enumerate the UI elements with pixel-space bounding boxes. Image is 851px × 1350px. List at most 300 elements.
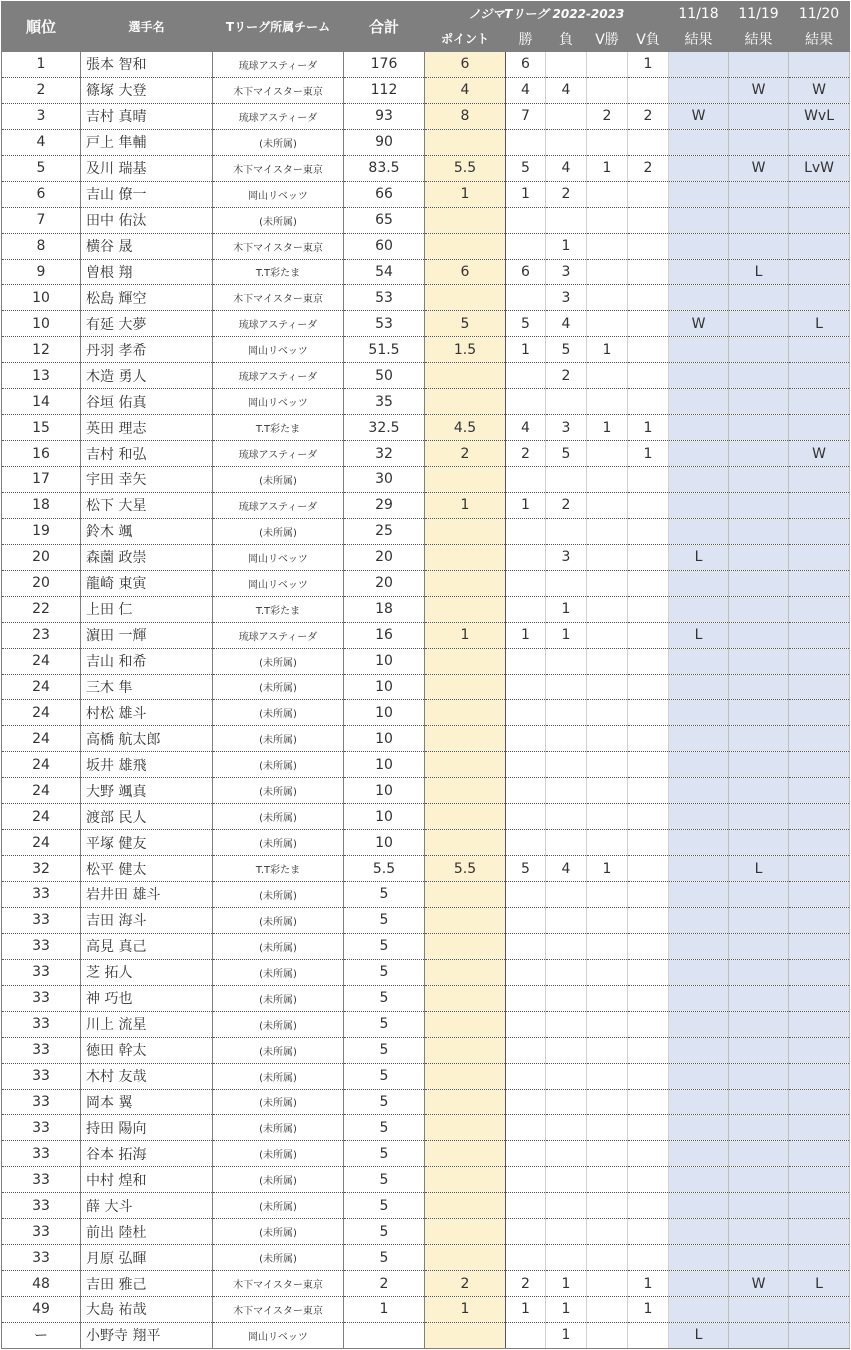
- team-cell: (未所属): [213, 1167, 344, 1193]
- result-1120-cell: [789, 674, 850, 700]
- point-cell: [425, 752, 506, 778]
- result-1120-cell: [789, 985, 850, 1011]
- vwin-cell: [587, 570, 628, 596]
- result-1120-cell: [789, 1089, 850, 1115]
- vloss-cell: [628, 1245, 669, 1271]
- table-row: [2, 596, 850, 622]
- rank-cell: 8: [2, 233, 81, 259]
- table-row: [2, 856, 850, 882]
- header-name: 選手名: [81, 2, 213, 52]
- point-cell: [425, 1063, 506, 1089]
- loss-cell: 5: [546, 441, 587, 467]
- rank-cell: 17: [2, 467, 81, 493]
- total-cell: 2: [344, 1271, 425, 1297]
- vwin-cell: [587, 1011, 628, 1037]
- table-row: [2, 129, 850, 155]
- result-1119-cell: [729, 1011, 789, 1037]
- player-name-cell: 月原 弘暉: [81, 1245, 213, 1271]
- vloss-cell: 1: [628, 1271, 669, 1297]
- result-1118-cell: [669, 259, 729, 285]
- point-cell: [425, 700, 506, 726]
- vwin-cell: [587, 389, 628, 415]
- result-1120-cell: [789, 337, 850, 363]
- result-1119-cell: [729, 622, 789, 648]
- vloss-cell: [628, 1037, 669, 1063]
- loss-cell: 3: [546, 259, 587, 285]
- point-cell: [425, 596, 506, 622]
- result-1118-cell: [669, 1271, 729, 1297]
- total-cell: 10: [344, 674, 425, 700]
- vloss-cell: [628, 1063, 669, 1089]
- table-row: [2, 389, 850, 415]
- player-name-cell: 英田 理志: [81, 415, 213, 441]
- table-row: [2, 1322, 850, 1348]
- loss-cell: [546, 1245, 587, 1271]
- table-row: [2, 77, 850, 103]
- loss-cell: [546, 959, 587, 985]
- result-1120-cell: [789, 1037, 850, 1063]
- result-1119-cell: W: [729, 155, 789, 181]
- vwin-cell: [587, 311, 628, 337]
- result-1120-cell: [789, 389, 850, 415]
- loss-cell: 3: [546, 544, 587, 570]
- win-cell: [506, 1167, 546, 1193]
- point-cell: [425, 1115, 506, 1141]
- win-cell: [506, 674, 546, 700]
- header-date-1: 11/18: [669, 2, 729, 26]
- team-cell: (未所属): [213, 207, 344, 233]
- rank-cell: 20: [2, 544, 81, 570]
- table-row: [2, 207, 850, 233]
- vwin-cell: [587, 52, 628, 78]
- vloss-cell: [628, 752, 669, 778]
- header-date-3: 11/20: [789, 2, 850, 26]
- table-row: [2, 518, 850, 544]
- win-cell: [506, 778, 546, 804]
- result-1119-cell: [729, 441, 789, 467]
- vwin-cell: [587, 1193, 628, 1219]
- total-cell: 1: [344, 1297, 425, 1323]
- result-1118-cell: [669, 907, 729, 933]
- point-cell: [425, 1141, 506, 1167]
- player-name-cell: 高橋 航太郎: [81, 726, 213, 752]
- vwin-cell: [587, 129, 628, 155]
- total-cell: 5: [344, 933, 425, 959]
- total-cell: 5: [344, 1063, 425, 1089]
- result-1118-cell: [669, 1089, 729, 1115]
- result-1118-cell: [669, 77, 729, 103]
- vwin-cell: [587, 804, 628, 830]
- vwin-cell: [587, 1219, 628, 1245]
- header-total: 合計: [344, 2, 425, 52]
- result-1120-cell: [789, 467, 850, 493]
- team-cell: (未所属): [213, 1219, 344, 1245]
- point-cell: 1: [425, 622, 506, 648]
- table-row: [2, 1193, 850, 1219]
- win-cell: [506, 570, 546, 596]
- team-cell: (未所属): [213, 778, 344, 804]
- vloss-cell: [628, 1219, 669, 1245]
- win-cell: [506, 1141, 546, 1167]
- point-cell: 1: [425, 492, 506, 518]
- result-1119-cell: [729, 882, 789, 908]
- point-cell: [425, 882, 506, 908]
- loss-cell: [546, 1037, 587, 1063]
- total-cell: 50: [344, 363, 425, 389]
- rank-cell: ー: [2, 1322, 81, 1348]
- point-cell: [425, 518, 506, 544]
- total-cell: 5: [344, 1011, 425, 1037]
- team-cell: 琉球アスティーダ: [213, 363, 344, 389]
- point-cell: [425, 1322, 506, 1348]
- result-1119-cell: [729, 129, 789, 155]
- loss-cell: 3: [546, 415, 587, 441]
- vloss-cell: [628, 181, 669, 207]
- rank-cell: 12: [2, 337, 81, 363]
- result-1120-cell: [789, 596, 850, 622]
- rank-cell: 24: [2, 674, 81, 700]
- loss-cell: [546, 518, 587, 544]
- total-cell: 32: [344, 441, 425, 467]
- result-1120-cell: [789, 726, 850, 752]
- table-row: [2, 233, 850, 259]
- vloss-cell: [628, 830, 669, 856]
- result-1118-cell: [669, 596, 729, 622]
- result-1120-cell: WvL: [789, 103, 850, 129]
- result-1118-cell: [669, 415, 729, 441]
- team-cell: T.T彩たま: [213, 259, 344, 285]
- result-1120-cell: [789, 959, 850, 985]
- result-1119-cell: [729, 752, 789, 778]
- vloss-cell: [628, 77, 669, 103]
- loss-cell: [546, 726, 587, 752]
- result-1120-cell: [789, 52, 850, 78]
- table-row: [2, 959, 850, 985]
- loss-cell: [546, 804, 587, 830]
- table-row: [2, 337, 850, 363]
- table-row: [2, 674, 850, 700]
- vloss-cell: [628, 674, 669, 700]
- loss-cell: 2: [546, 363, 587, 389]
- result-1119-cell: [729, 389, 789, 415]
- win-cell: [506, 467, 546, 493]
- rank-cell: 33: [2, 1011, 81, 1037]
- player-name-cell: 三木 隼: [81, 674, 213, 700]
- result-1120-cell: [789, 830, 850, 856]
- win-cell: 1: [506, 492, 546, 518]
- loss-cell: [546, 52, 587, 78]
- vloss-cell: [628, 389, 669, 415]
- vwin-cell: [587, 518, 628, 544]
- result-1119-cell: [729, 492, 789, 518]
- total-cell: 93: [344, 103, 425, 129]
- header-vloss: V負: [628, 26, 669, 52]
- result-1118-cell: [669, 752, 729, 778]
- vwin-cell: 1: [587, 337, 628, 363]
- result-1118-cell: [669, 1245, 729, 1271]
- result-1118-cell: [669, 518, 729, 544]
- vwin-cell: [587, 830, 628, 856]
- result-1120-cell: [789, 363, 850, 389]
- vwin-cell: 2: [587, 103, 628, 129]
- result-1120-cell: [789, 622, 850, 648]
- vloss-cell: [628, 518, 669, 544]
- total-cell: 35: [344, 389, 425, 415]
- vwin-cell: [587, 1063, 628, 1089]
- vloss-cell: [628, 233, 669, 259]
- rank-cell: 32: [2, 856, 81, 882]
- loss-cell: [546, 674, 587, 700]
- result-1119-cell: W: [729, 77, 789, 103]
- player-name-cell: 岩井田 雄斗: [81, 882, 213, 908]
- team-cell: 琉球アスティーダ: [213, 311, 344, 337]
- player-name-cell: 田中 佑汰: [81, 207, 213, 233]
- result-1120-cell: W: [789, 77, 850, 103]
- result-1120-cell: W: [789, 441, 850, 467]
- player-name-cell: 薛 大斗: [81, 1193, 213, 1219]
- result-1118-cell: W: [669, 311, 729, 337]
- win-cell: [506, 544, 546, 570]
- win-cell: [506, 207, 546, 233]
- team-cell: (未所属): [213, 907, 344, 933]
- result-1120-cell: LvW: [789, 155, 850, 181]
- loss-cell: [546, 1167, 587, 1193]
- result-1118-cell: L: [669, 622, 729, 648]
- team-cell: 木下マイスター東京: [213, 233, 344, 259]
- loss-cell: [546, 1193, 587, 1219]
- total-cell: 5: [344, 1141, 425, 1167]
- result-1120-cell: [789, 1297, 850, 1323]
- vloss-cell: 1: [628, 415, 669, 441]
- total-cell: 10: [344, 648, 425, 674]
- team-cell: 琉球アスティーダ: [213, 622, 344, 648]
- loss-cell: 5: [546, 337, 587, 363]
- vloss-cell: [628, 337, 669, 363]
- team-cell: T.T彩たま: [213, 415, 344, 441]
- win-cell: [506, 1011, 546, 1037]
- point-cell: 4.5: [425, 415, 506, 441]
- table-row: [2, 985, 850, 1011]
- table-row: [2, 363, 850, 389]
- result-1118-cell: [669, 882, 729, 908]
- table-row: [2, 570, 850, 596]
- win-cell: 6: [506, 259, 546, 285]
- win-cell: [506, 1063, 546, 1089]
- vwin-cell: [587, 985, 628, 1011]
- player-name-cell: 上田 仁: [81, 596, 213, 622]
- vloss-cell: [628, 1167, 669, 1193]
- result-1118-cell: W: [669, 103, 729, 129]
- team-cell: T.T彩たま: [213, 596, 344, 622]
- rank-cell: 33: [2, 1089, 81, 1115]
- rank-cell: 3: [2, 103, 81, 129]
- player-name-cell: 丹羽 孝希: [81, 337, 213, 363]
- result-1118-cell: L: [669, 1322, 729, 1348]
- rank-cell: 24: [2, 778, 81, 804]
- point-cell: 5: [425, 311, 506, 337]
- vwin-cell: [587, 1297, 628, 1323]
- result-1120-cell: [789, 1167, 850, 1193]
- loss-cell: [546, 933, 587, 959]
- result-1118-cell: [669, 804, 729, 830]
- player-name-cell: 戸上 隼輔: [81, 129, 213, 155]
- result-1120-cell: [789, 1219, 850, 1245]
- point-cell: [425, 207, 506, 233]
- player-name-cell: 大島 祐哉: [81, 1297, 213, 1323]
- player-name-cell: 大野 颯真: [81, 778, 213, 804]
- team-cell: 岡山リベッツ: [213, 1322, 344, 1348]
- table-body: [2, 52, 850, 1349]
- result-1119-cell: [729, 1141, 789, 1167]
- win-cell: 5: [506, 155, 546, 181]
- rank-cell: 9: [2, 259, 81, 285]
- player-name-cell: 吉村 和弘: [81, 441, 213, 467]
- rank-cell: 24: [2, 726, 81, 752]
- total-cell: 32.5: [344, 415, 425, 441]
- table-row: [2, 492, 850, 518]
- win-cell: [506, 233, 546, 259]
- loss-cell: [546, 700, 587, 726]
- win-cell: 1: [506, 181, 546, 207]
- win-cell: [506, 363, 546, 389]
- header-team: Tリーグ所属チーム: [213, 2, 344, 52]
- point-cell: 4: [425, 77, 506, 103]
- team-cell: 琉球アスティーダ: [213, 441, 344, 467]
- win-cell: [506, 648, 546, 674]
- win-cell: [506, 1245, 546, 1271]
- point-cell: 2: [425, 1271, 506, 1297]
- team-cell: 琉球アスティーダ: [213, 52, 344, 78]
- rank-cell: 20: [2, 570, 81, 596]
- total-cell: 5: [344, 1245, 425, 1271]
- vwin-cell: [587, 959, 628, 985]
- result-1119-cell: [729, 1245, 789, 1271]
- vloss-cell: [628, 1089, 669, 1115]
- loss-cell: 4: [546, 311, 587, 337]
- point-cell: 2: [425, 441, 506, 467]
- vwin-cell: 1: [587, 155, 628, 181]
- result-1118-cell: [669, 155, 729, 181]
- team-cell: (未所属): [213, 830, 344, 856]
- result-1118-cell: [669, 389, 729, 415]
- vloss-cell: [628, 804, 669, 830]
- player-name-cell: 川上 流星: [81, 1011, 213, 1037]
- vwin-cell: [587, 907, 628, 933]
- total-cell: 29: [344, 492, 425, 518]
- result-1119-cell: [729, 1063, 789, 1089]
- result-1119-cell: [729, 648, 789, 674]
- vwin-cell: [587, 1167, 628, 1193]
- total-cell: 25: [344, 518, 425, 544]
- loss-cell: [546, 830, 587, 856]
- table-row: [2, 155, 850, 181]
- point-cell: [425, 907, 506, 933]
- rank-cell: 33: [2, 882, 81, 908]
- vloss-cell: [628, 492, 669, 518]
- result-1119-cell: [729, 1167, 789, 1193]
- total-cell: 5.5: [344, 856, 425, 882]
- loss-cell: [546, 985, 587, 1011]
- result-1120-cell: [789, 1063, 850, 1089]
- rank-cell: 15: [2, 415, 81, 441]
- vloss-cell: [628, 1322, 669, 1348]
- table-row: [2, 648, 850, 674]
- vwin-cell: [587, 778, 628, 804]
- player-name-cell: 松島 輝空: [81, 285, 213, 311]
- table-row: [2, 622, 850, 648]
- vwin-cell: [587, 363, 628, 389]
- point-cell: [425, 363, 506, 389]
- result-1118-cell: [669, 233, 729, 259]
- vwin-cell: [587, 285, 628, 311]
- table-row: [2, 882, 850, 908]
- vloss-cell: [628, 622, 669, 648]
- result-1119-cell: [729, 933, 789, 959]
- result-1118-cell: [669, 52, 729, 78]
- result-1119-cell: [729, 570, 789, 596]
- header-rank: 順位: [2, 2, 81, 52]
- player-name-cell: 渡部 民人: [81, 804, 213, 830]
- vwin-cell: [587, 492, 628, 518]
- rank-cell: 10: [2, 311, 81, 337]
- table-row: [2, 752, 850, 778]
- vloss-cell: [628, 467, 669, 493]
- team-cell: T.T彩たま: [213, 856, 344, 882]
- total-cell: 5: [344, 907, 425, 933]
- loss-cell: [546, 389, 587, 415]
- team-cell: (未所属): [213, 467, 344, 493]
- player-name-cell: 横谷 晟: [81, 233, 213, 259]
- rank-cell: 5: [2, 155, 81, 181]
- total-cell: 5: [344, 1089, 425, 1115]
- table-row: [2, 259, 850, 285]
- result-1120-cell: [789, 181, 850, 207]
- team-cell: (未所属): [213, 674, 344, 700]
- result-1119-cell: [729, 804, 789, 830]
- rank-cell: 16: [2, 441, 81, 467]
- point-cell: [425, 1167, 506, 1193]
- team-cell: (未所属): [213, 518, 344, 544]
- result-1119-cell: [729, 363, 789, 389]
- loss-cell: 4: [546, 155, 587, 181]
- win-cell: [506, 389, 546, 415]
- vwin-cell: [587, 1037, 628, 1063]
- vloss-cell: [628, 1011, 669, 1037]
- result-1119-cell: [729, 103, 789, 129]
- vwin-cell: [587, 1141, 628, 1167]
- result-1118-cell: [669, 207, 729, 233]
- rank-cell: 33: [2, 1115, 81, 1141]
- vloss-cell: 2: [628, 155, 669, 181]
- win-cell: 5: [506, 311, 546, 337]
- rank-cell: 33: [2, 985, 81, 1011]
- table-row: [2, 311, 850, 337]
- result-1119-cell: [729, 518, 789, 544]
- total-cell: 10: [344, 752, 425, 778]
- vloss-cell: 1: [628, 1297, 669, 1323]
- vloss-cell: [628, 259, 669, 285]
- table-row: [2, 103, 850, 129]
- point-cell: [425, 804, 506, 830]
- result-1119-cell: [729, 544, 789, 570]
- vloss-cell: [628, 285, 669, 311]
- header-vwin: V勝: [587, 26, 628, 52]
- table-row: [2, 1141, 850, 1167]
- table-row: [2, 467, 850, 493]
- result-1118-cell: [669, 1167, 729, 1193]
- header-loss: 負: [546, 26, 587, 52]
- point-cell: 1.5: [425, 337, 506, 363]
